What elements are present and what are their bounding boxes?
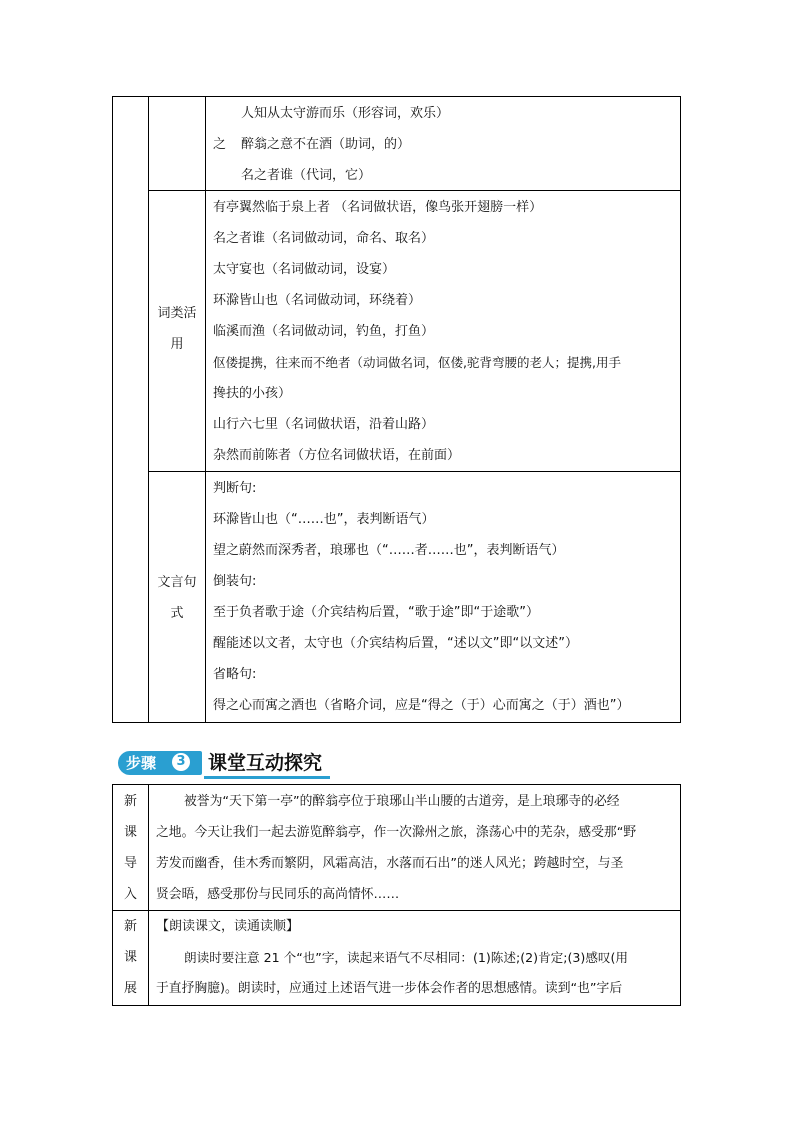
intro-line-2: 之地。今天让我们一起去游览醉翁亭，作一次滁州之旅，涤荡心中的芜杂，感受那“野 xyxy=(156,825,637,840)
intro-line-1: 被誉为“天下第一亭”的醉翁亭位于琅琊山半山腰的古道旁，是上琅琊寺的必经 xyxy=(184,794,620,809)
jushi-line-5: 至于负者歌于途（介宾结构后置，“歌于途”即“于途歌”） xyxy=(213,605,539,620)
expand-header-char-1: 新 xyxy=(123,919,137,934)
cilei-header-line-2: 用 xyxy=(170,337,184,352)
jushi-header-line-2: 式 xyxy=(170,606,184,621)
jushi-line-1: 判断句: xyxy=(213,481,257,496)
step-number: 3 xyxy=(172,753,190,771)
jushi-line-4: 倒装句: xyxy=(213,574,257,589)
cilei-line-8: 山行六七里（名词做状语，沿着山路） xyxy=(213,417,435,432)
zhi-line-3: 名之者谁（代词，它） xyxy=(241,168,372,183)
zhi-label: 之 xyxy=(213,137,227,152)
jushi-line-3: 望之蔚然而深秀者，琅琊也（“……者……也”，表判断语气） xyxy=(213,543,565,558)
cilei-line-1: 有亭翼然临于泉上者 （名词做状语，像鸟张开翅膀一样） xyxy=(213,200,543,215)
step-label: 步骤 xyxy=(126,754,157,772)
expand-line-3: 于直抒胸臆)。朗读时，应通过上述语气进一步体会作者的思想感情。读到“也”字后 xyxy=(156,981,623,996)
cilei-line-5: 临溪而渔（名词做动词，钓鱼，打鱼） xyxy=(213,324,435,339)
cilei-line-2: 名之者谁（名词做动词，命名、取名） xyxy=(213,231,435,246)
intro-header-char-2: 课 xyxy=(123,825,137,840)
expand-line-1: 【朗读课文，读通读顺】 xyxy=(156,919,300,934)
intro-header-char-1: 新 xyxy=(123,794,137,809)
step-title: 课堂互动探究 xyxy=(208,752,323,774)
jushi-line-8: 得之心而寓之酒也（省略介词，应是“得之（于）心而寓之（于）酒也”） xyxy=(213,698,630,713)
intro-header-char-4: 入 xyxy=(123,887,137,902)
zhi-line-1: 人知从太守游而乐（形容词，欢乐） xyxy=(241,106,450,121)
zhi-line-2: 醉翁之意不在酒（助词，的） xyxy=(241,137,411,152)
intro-header-char-3: 导 xyxy=(123,856,137,871)
step-title-underline xyxy=(204,776,330,779)
cilei-line-4: 环滁皆山也（名词做动词，环绕着） xyxy=(213,293,422,308)
intro-line-4: 贤会晤，感受那份与民同乐的高尚情怀…… xyxy=(156,887,400,902)
expand-header-char-3: 展 xyxy=(123,981,137,996)
jushi-line-6: 醒能述以文者，太守也（介宾结构后置，“述以文”即“以文述”） xyxy=(213,636,578,651)
jushi-header-line-1: 文言句 xyxy=(157,575,197,590)
jushi-line-2: 环滁皆山也（“……也”，表判断语气） xyxy=(213,512,435,527)
expand-header-char-2: 课 xyxy=(123,950,137,965)
cilei-line-3: 太守宴也（名词做动词，设宴） xyxy=(213,262,396,277)
expand-line-2: 朗读时要注意 21 个“也”字，读起来语气不尽相同：(1)陈述;(2)肯定;(3)感叹(用 xyxy=(184,950,629,965)
cilei-line-9: 杂然而前陈者（方位名词做状语，在前面） xyxy=(213,448,461,463)
cilei-header-line-1: 词类活 xyxy=(157,306,197,321)
cilei-line-7: 搀扶的小孩） xyxy=(213,386,292,401)
jushi-line-7: 省略句: xyxy=(213,667,257,682)
intro-line-3: 芳发而幽香，佳木秀而繁阴，风霜高洁，水落而石出”的迷人风光；跨越时空，与圣 xyxy=(156,856,624,871)
cilei-line-6: 伛偻提携，往来而不绝者（动词做名词，伛偻,驼背弯腰的老人；提携,用手 xyxy=(213,355,621,370)
